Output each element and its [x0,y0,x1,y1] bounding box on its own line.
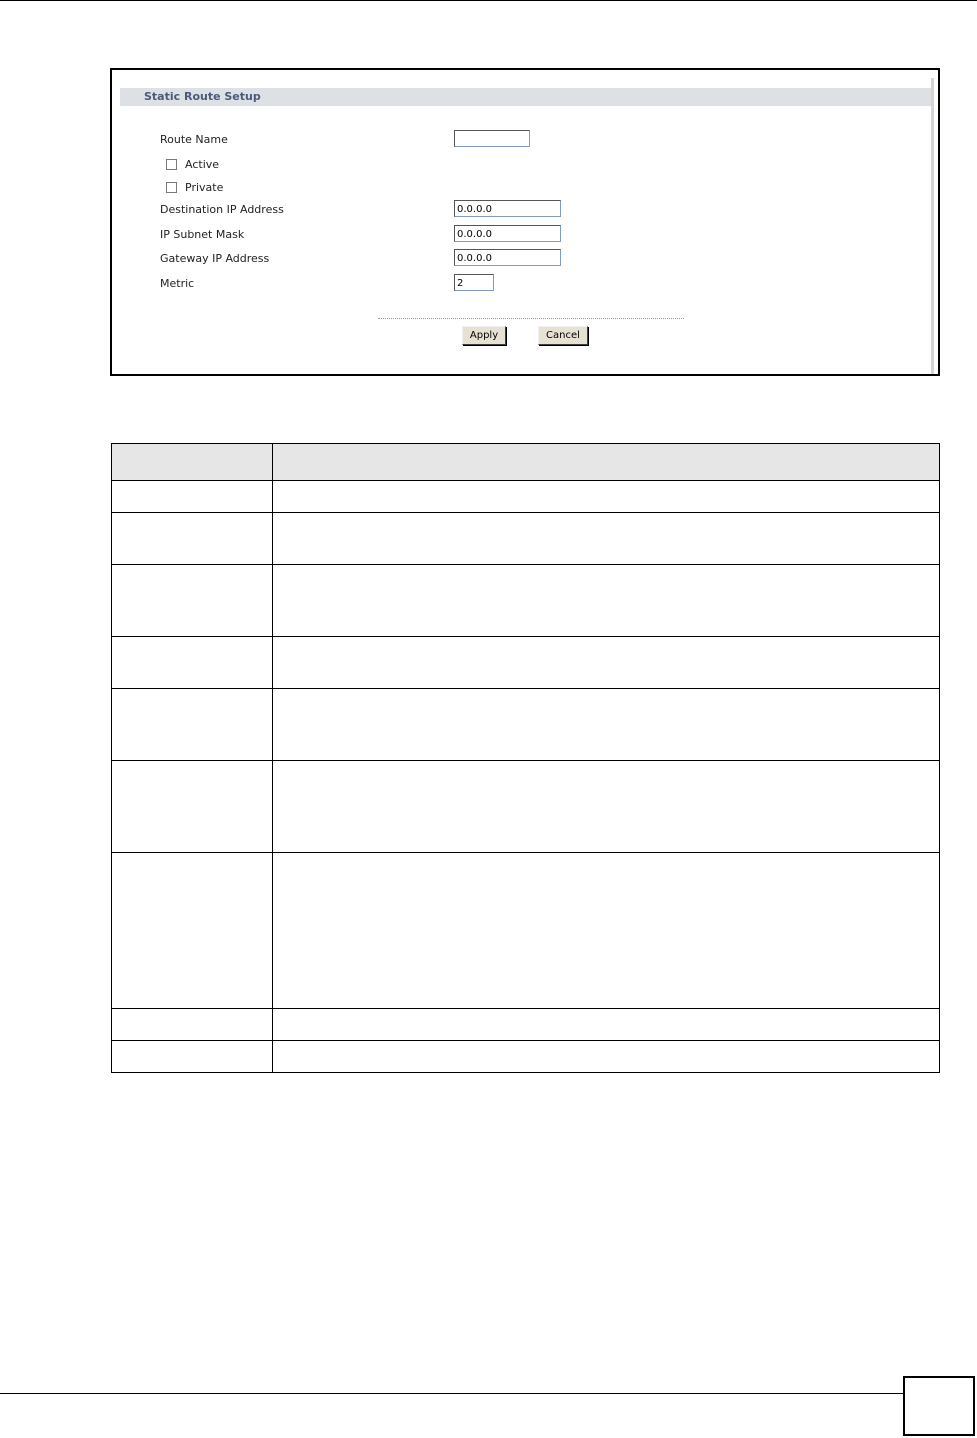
table-cell [273,853,940,1009]
table-cell [112,637,273,689]
table-row [112,481,940,513]
footer-rule [0,1393,903,1394]
subnet-mask-input[interactable]: 0.0.0.0 [454,225,561,242]
table-cell [273,481,940,513]
table-cell [273,1041,940,1073]
button-separator [378,318,684,319]
table-cell [273,1009,940,1041]
active-label: Active [185,158,220,171]
table-cell [273,689,940,761]
table-row [112,513,940,565]
table-cell [112,565,273,637]
table-cell [112,1009,273,1041]
page-number-box [903,1376,975,1436]
table-header-cell [112,444,273,481]
table-row [112,565,940,637]
field-description-table [111,443,940,1073]
private-checkbox[interactable] [166,182,177,193]
apply-button[interactable]: Apply [462,326,506,345]
table-cell [273,513,940,565]
table-row [112,761,940,853]
table-header-cell [273,444,940,481]
panel-inner [120,78,934,374]
table-cell [112,481,273,513]
gateway-ip-label: Gateway IP Address [160,252,270,265]
table-cell [273,761,940,853]
table-cell [112,761,273,853]
private-label: Private [185,181,224,194]
route-name-input[interactable] [454,130,530,147]
table-cell [112,689,273,761]
static-route-setup-screenshot [110,68,940,376]
table-cell [112,853,273,1009]
cancel-button[interactable]: Cancel [538,326,588,345]
metric-label: Metric [160,277,195,290]
table-row [112,689,940,761]
subnet-mask-label: IP Subnet Mask [160,228,245,241]
table-cell [273,637,940,689]
table-cell [112,1041,273,1073]
table-cell [112,513,273,565]
destination-ip-input[interactable]: 0.0.0.0 [454,200,561,217]
destination-ip-label: Destination IP Address [160,203,284,216]
table-row [112,1009,940,1041]
table-row [112,1041,940,1073]
table-header-row [112,444,940,481]
table-row [112,853,940,1009]
table-row [112,637,940,689]
gateway-ip-input[interactable]: 0.0.0.0 [454,249,561,266]
metric-input[interactable]: 2 [454,274,494,291]
table-cell [273,565,940,637]
active-checkbox[interactable] [166,159,177,170]
header-rule [0,0,977,1]
route-name-label: Route Name [160,133,228,146]
panel-title: Static Route Setup [120,88,931,106]
